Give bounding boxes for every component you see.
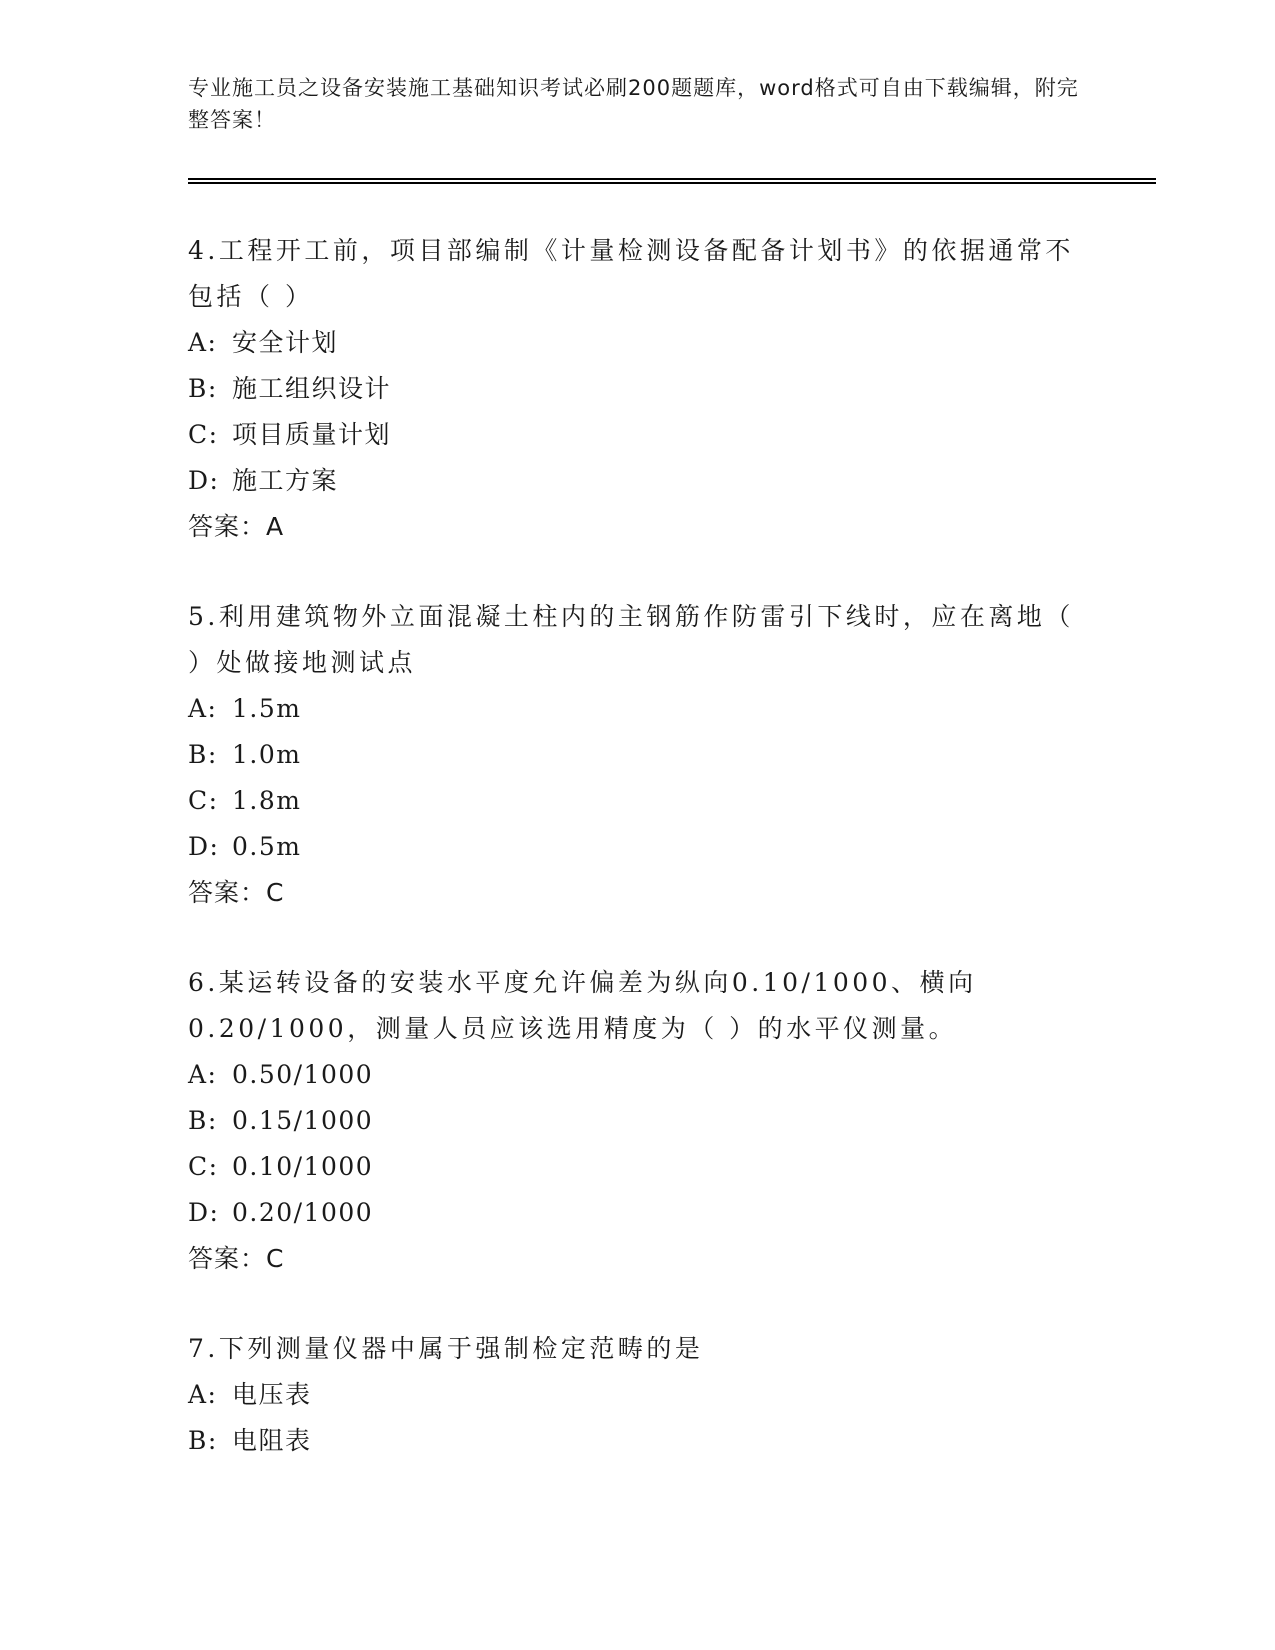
option-b xyxy=(188,732,1088,778)
option-d xyxy=(188,824,1088,870)
option-key: A: xyxy=(188,328,218,357)
option-b xyxy=(188,1418,1088,1464)
header-divider xyxy=(188,178,1156,184)
option-text: 电阻表 xyxy=(232,1426,312,1455)
option-text: 0.5m xyxy=(232,832,302,861)
answer-line: 答案：C xyxy=(188,1244,285,1273)
option-text: 1.0m xyxy=(232,740,302,769)
question-text: 4.工程开工前，项目部编制《计量检测设备配备计划书》的依据通常不包括（ ） xyxy=(188,236,1074,311)
option-text: 施工方案 xyxy=(232,466,339,495)
question-text: 7.下列测量仪器中属于强制检定范畴的是 xyxy=(188,1334,704,1363)
option-key: B: xyxy=(188,1106,218,1135)
option-key: C: xyxy=(188,1152,219,1181)
question-6 xyxy=(188,960,1088,1282)
option-text: 0.10/1000 xyxy=(232,1152,374,1181)
option-d xyxy=(188,1190,1088,1236)
option-text: 1.5m xyxy=(232,694,302,723)
option-a xyxy=(188,1052,1088,1098)
option-key: D: xyxy=(188,466,220,495)
option-text: 0.20/1000 xyxy=(232,1198,374,1227)
option-text: 施工组织设计 xyxy=(232,374,392,403)
option-b xyxy=(188,366,1088,412)
question-list xyxy=(188,228,1088,1508)
option-c xyxy=(188,778,1088,824)
option-c xyxy=(188,1144,1088,1190)
answer-line: 答案：C xyxy=(188,878,285,907)
question-7 xyxy=(188,1326,1088,1464)
question-4 xyxy=(188,228,1088,550)
option-key: B: xyxy=(188,740,218,769)
option-d xyxy=(188,458,1088,504)
answer-line: 答案：A xyxy=(188,512,285,541)
option-c xyxy=(188,412,1088,458)
option-text: 安全计划 xyxy=(232,328,339,357)
document-header xyxy=(188,72,1088,136)
option-text: 电压表 xyxy=(232,1380,312,1409)
option-text: 0.50/1000 xyxy=(232,1060,374,1089)
option-text: 0.15/1000 xyxy=(232,1106,374,1135)
option-key: C: xyxy=(188,420,219,449)
option-text: 1.8m xyxy=(232,786,302,815)
option-key: D: xyxy=(188,1198,220,1227)
option-a xyxy=(188,686,1088,732)
option-key: D: xyxy=(188,832,220,861)
option-key: C: xyxy=(188,786,219,815)
option-a xyxy=(188,320,1088,366)
header-title: 专业施工员之设备安装施工基础知识考试必刷200题题库，word格式可自由下载编辑，附完整答案！ xyxy=(188,76,1079,132)
option-key: B: xyxy=(188,1426,218,1455)
question-text: 5.利用建筑物外立面混凝土柱内的主钢筋作防雷引下线时，应在离地（ ）处做接地测试点 xyxy=(188,602,1074,677)
option-key: A: xyxy=(188,1380,218,1409)
option-a xyxy=(188,1372,1088,1418)
option-key: A: xyxy=(188,1060,218,1089)
option-key: B: xyxy=(188,374,218,403)
option-b xyxy=(188,1098,1088,1144)
option-key: A: xyxy=(188,694,218,723)
option-text: 项目质量计划 xyxy=(232,420,392,449)
question-text: 6.某运转设备的安装水平度允许偏差为纵向0.10/1000、横向0.20/1000，测量人员应该选用精度为（ ）的水平仪测量。 xyxy=(188,968,977,1043)
question-5 xyxy=(188,594,1088,916)
